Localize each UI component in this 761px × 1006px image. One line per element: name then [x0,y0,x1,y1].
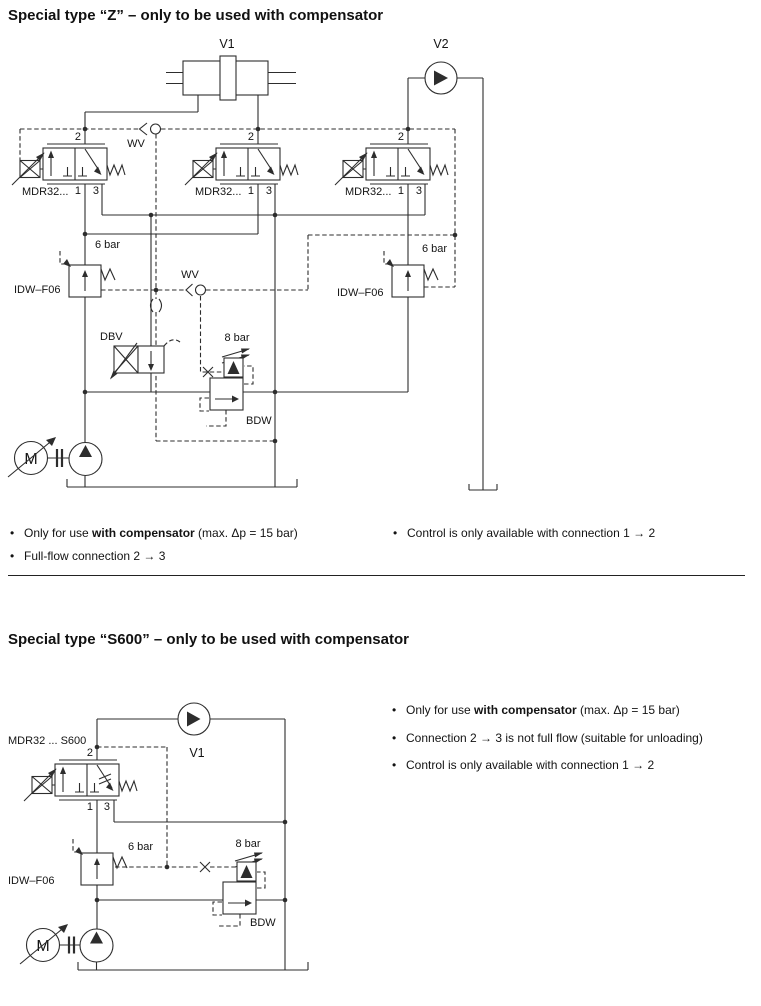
motor-letter: M [24,451,38,468]
tank-symbol [67,479,297,487]
bdw-label: BDW [246,415,272,427]
port3-label: 3 [265,185,272,197]
bar8-label: 8 bar [224,332,250,344]
spring [119,781,137,791]
mdr32-label: MDR32... [195,186,242,198]
port2-label: 2 [247,131,254,143]
bdw-valve [213,838,276,929]
shuttle-valve-wv-middle [181,269,205,296]
spring [280,165,298,175]
v1-label: V1 [219,37,235,51]
pump-motor-unit [20,924,113,964]
section-s600-bullets [392,697,703,780]
junction-dots [95,745,288,903]
bullet-marker: • [392,703,397,717]
section-z-bullets-right [393,522,655,545]
bar6-label: 6 bar [128,841,154,853]
bar8-label: 8 bar [235,838,261,850]
bullet-item: • Connection 2 → 3 is not full flow (suitable for unloading) [392,725,703,753]
bullet-marker: • [393,526,398,540]
mdr32-label: MDR32... [22,186,69,198]
idw-f06-right [337,243,447,299]
bullet-item: • Only for use with compensator (max. Δp = 15 bar) [10,522,298,545]
hydraulic-motor-v1 [97,703,285,970]
dbv-label: DBV [100,331,123,343]
bdw-label: BDW [250,917,276,929]
bullet-item: • Full-flow connection 2 → 3 [10,545,298,568]
plug-cross [200,862,210,872]
diagram-special-type-s600 [0,640,761,1006]
port2-label: 2 [74,131,81,143]
bullet-marker: • [10,549,15,563]
port1-label: 1 [247,185,254,197]
port1-label: 1 [86,801,93,813]
rail-return [85,297,408,392]
piping-solid [67,129,425,487]
section-z-bullets-left [10,522,298,568]
idw-f06-left [14,239,120,297]
idw-f06 [8,839,153,887]
cylinder-v1 [85,37,296,144]
port3-label: 3 [415,185,422,197]
bullet-item: • Control is only available with connection 1 → 2 [392,752,703,780]
port1-label: 1 [74,185,81,197]
wv-label: WV [127,138,145,150]
valve-mdr32-left [12,131,125,198]
spring [424,269,438,280]
bullet-marker: • [10,526,15,540]
spring [107,165,125,175]
section-z-title: Special type “Z” – only to be used with compensator [8,7,384,24]
bullet-item: • Control is only available with connection 1 → 2 [393,522,655,545]
spring [113,857,127,868]
bullet-marker: • [392,758,397,772]
bdw-valve [200,332,272,427]
spring [101,269,115,280]
hydraulic-motor-v2 [408,37,497,490]
valve-mdr32-right [335,131,448,198]
section-s600-title: Special type “S600” – only to be used with compensator [8,631,409,648]
port2-label: 2 [86,747,93,759]
pilot-lines [97,747,237,872]
bullet-item: • Only for use with compensator (max. Δp = 15 bar) [392,697,703,725]
bullet-marker: • [392,730,397,745]
port2-label: 2 [397,131,404,143]
idw-f06-label: IDW–F06 [8,875,55,887]
port3-label: 3 [103,801,110,813]
v1-label: V1 [189,746,205,760]
tank-symbol [78,962,308,970]
section-divider [8,575,745,576]
bar6-label: 6 bar [95,239,121,251]
spring [430,165,448,175]
mdr32-s600-label: MDR32 ... S600 [8,735,87,747]
valve-mdr32-s600 [24,747,137,813]
pump-motor-unit [8,437,102,477]
idw-f06-label: IDW–F06 [14,284,61,296]
port1-label: 1 [397,185,404,197]
mdr32-label: MDR32... [345,186,392,198]
dbv-valve [100,331,180,380]
v2-label: V2 [433,37,449,51]
throttle-ticks [99,774,111,784]
idw-f06-label: IDW–F06 [337,287,384,299]
wv-label: WV [181,269,199,281]
port3-label: 3 [92,185,99,197]
motor-letter: M [36,938,50,955]
valve-mdr32-middle [185,131,298,198]
bar6-label: 6 bar [422,243,448,255]
